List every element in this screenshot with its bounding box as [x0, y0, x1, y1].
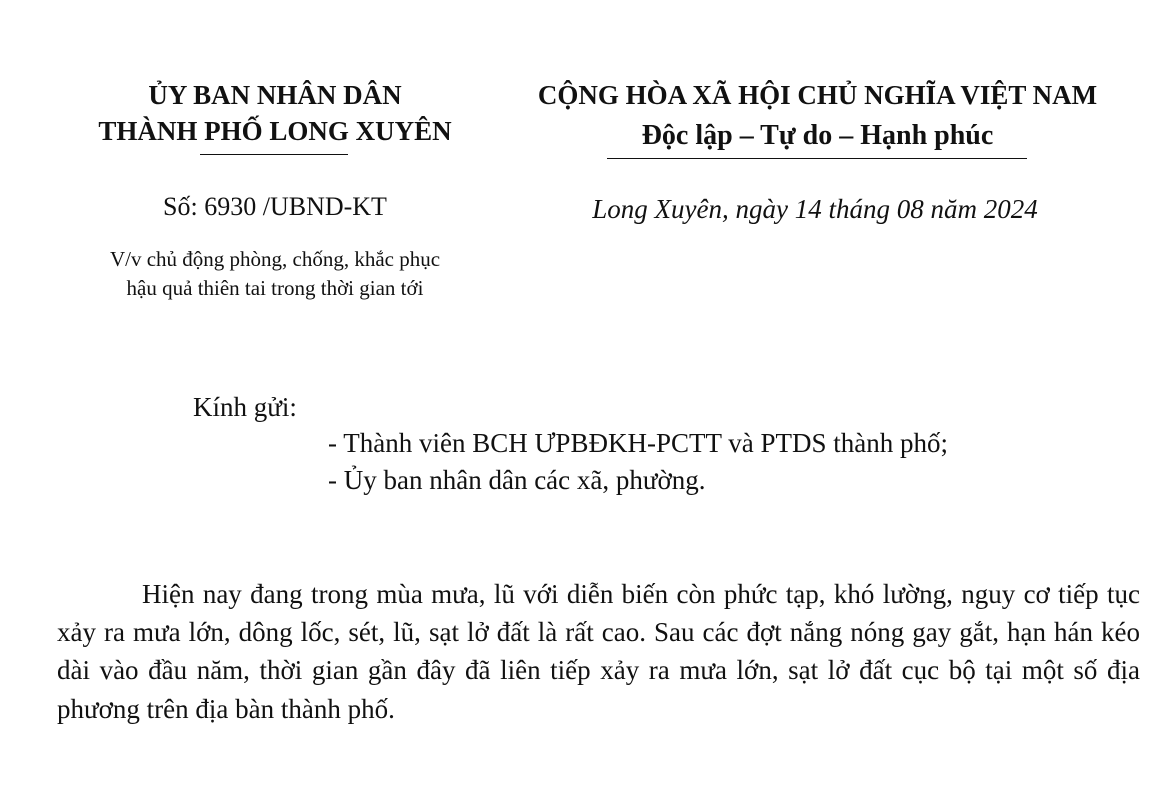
issuing-agency-line1: ỦY BAN NHÂN DÂN — [148, 80, 402, 110]
motto-underline — [607, 158, 1027, 159]
recipient-item: - Thành viên BCH ƯPBĐKH-PCTT và PTDS thành phố; — [328, 428, 948, 458]
body-paragraph: Hiện nay đang trong mùa mưa, lũ với diễn biến còn phức tạp, khó lường, nguy cơ tiếp tục xảy ra mưa lớn, dông lốc, sét, lũ, sạt lở đất là rất cao. Sau các đợt nắng nóng gay gắt, hạn hán kéo dài vào đầu năm, thời gian gần đây đã liên tiếp xảy ra mưa lớn, sạt lở đất cục bộ tại một số địa phương trên địa bàn thành phố. — [57, 579, 1140, 724]
salutation: Kính gửi: — [193, 392, 297, 422]
agency-underline — [200, 154, 348, 155]
issuing-agency-line2: THÀNH PHỐ LONG XUYÊN — [98, 116, 452, 146]
national-title: CỘNG HÒA XÃ HỘI CHỦ NGHĨA VIỆT NAM — [537, 80, 1098, 110]
recipient-item: - Ủy ban nhân dân các xã, phường. — [328, 465, 706, 495]
subject-line-2: hậu quả thiên tai trong thời gian tới — [126, 276, 424, 300]
national-motto: Độc lập – Tự do – Hạnh phúc — [641, 120, 994, 151]
subject-line-1: V/v chủ động phòng, chống, khắc phục — [109, 247, 441, 271]
document-number: Số: 6930 /UBND-KT — [163, 192, 387, 221]
place-and-date: Long Xuyên, ngày 14 tháng 08 năm 2024 — [592, 194, 1038, 224]
